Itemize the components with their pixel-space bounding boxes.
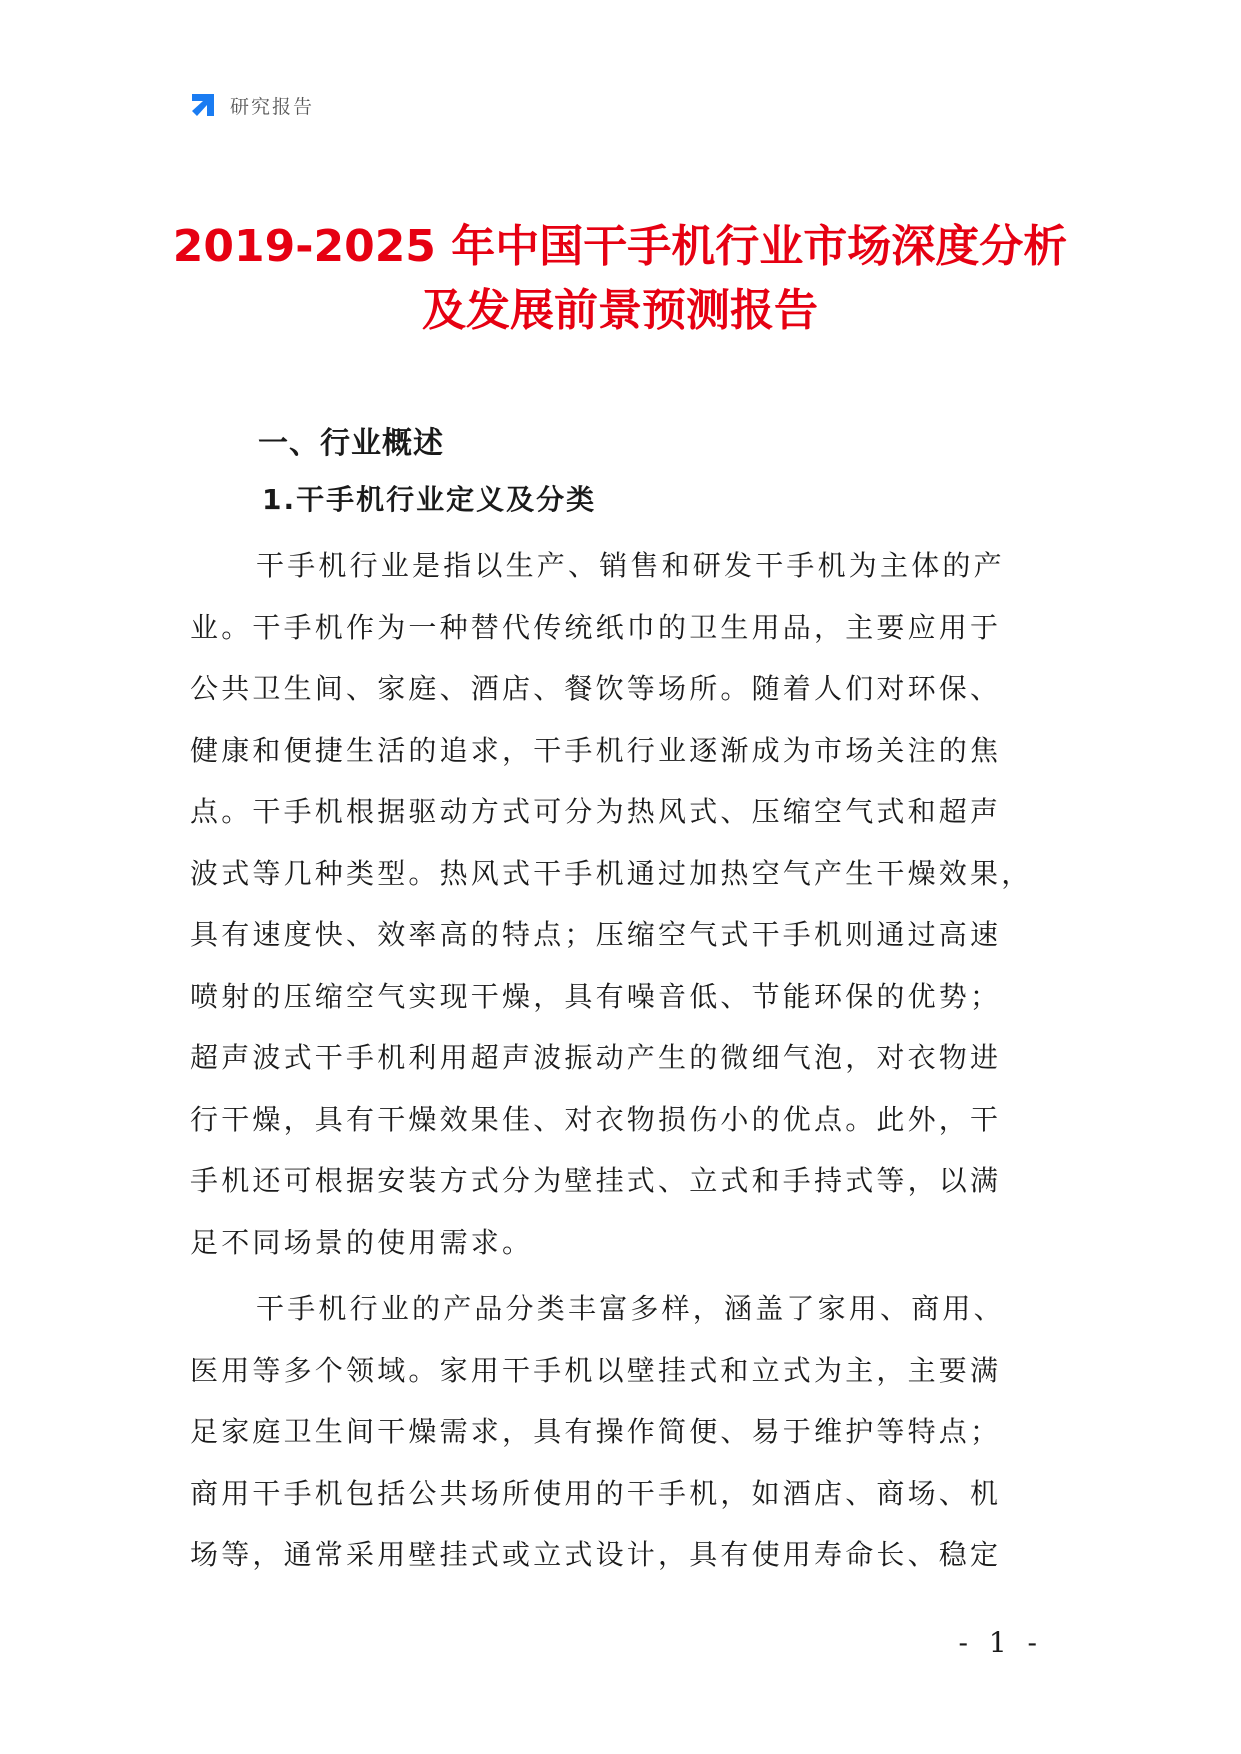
paragraph-line: 干手机行业是指以生产、销售和研发干手机为主体的产: [256, 549, 1005, 582]
report-header: [188, 88, 314, 122]
paragraph-line: 手机还可根据安装方式分为壁挂式、立式和手持式等，以满: [190, 1164, 1002, 1197]
arrow-up-right-icon: [188, 90, 218, 120]
paragraph-line: 健康和便捷生活的追求，干手机行业逐渐成为市场关注的焦: [190, 733, 1002, 767]
paragraph-line: 波式等几种类型。热风式干手机通过加热空气产生干燥效果，: [190, 856, 1033, 890]
paragraph-line: 干手机行业的产品分类丰富多样，涵盖了家用、商用、: [256, 1292, 1005, 1325]
paragraph-line: 具有速度快、效率高的特点；压缩空气式干手机则通过高速: [190, 918, 1002, 951]
paragraph-line: 喷射的压缩空气实现干燥，具有噪音低、节能环保的优势；: [190, 979, 1002, 1013]
paragraph-classification: [190, 1278, 1062, 1586]
paragraph-definition: [190, 535, 1062, 1273]
paragraph-line: 足不同场景的使用需求。: [190, 1225, 534, 1259]
paragraph-line: 医用等多个领域。家用干手机以壁挂式和立式为主，主要满: [190, 1353, 1002, 1387]
paragraph-line: 点。干手机根据驱动方式可分为热风式、压缩空气式和超声: [190, 795, 1002, 828]
subsection-heading: 1.干手机行业定义及分类: [262, 483, 597, 516]
report-title: [160, 215, 1080, 343]
paragraph-line: 场等，通常采用壁挂式或立式设计，具有使用寿命长、稳定: [190, 1538, 1002, 1571]
paragraph-line: 行干燥，具有干燥效果佳、对衣物损伤小的优点。此外，干: [190, 1102, 1002, 1136]
report-title-line-1: 2019-2025 年中国干手机行业市场深度分析: [172, 221, 1068, 272]
paragraph-line: 业。干手机作为一种替代传统纸巾的卫生用品，主要应用于: [190, 610, 1002, 644]
section-heading: 一、行业概述: [258, 426, 444, 461]
report-type-label: 研究报告: [230, 95, 315, 118]
paragraph-line: 足家庭卫生间干燥需求，具有操作简便、易于维护等特点；: [190, 1415, 1002, 1448]
paragraph-line: 商用干手机包括公共场所使用的干手机，如酒店、商场、机: [190, 1476, 1002, 1510]
page-number: - 1 -: [958, 1626, 1043, 1659]
paragraph-line: 公共卫生间、家庭、酒店、餐饮等场所。随着人们对环保、: [190, 672, 1002, 705]
report-title-line-2: 及发展前景预测报告: [422, 285, 818, 336]
paragraph-line: 超声波式干手机利用超声波振动产生的微细气泡，对衣物进: [190, 1041, 1002, 1074]
